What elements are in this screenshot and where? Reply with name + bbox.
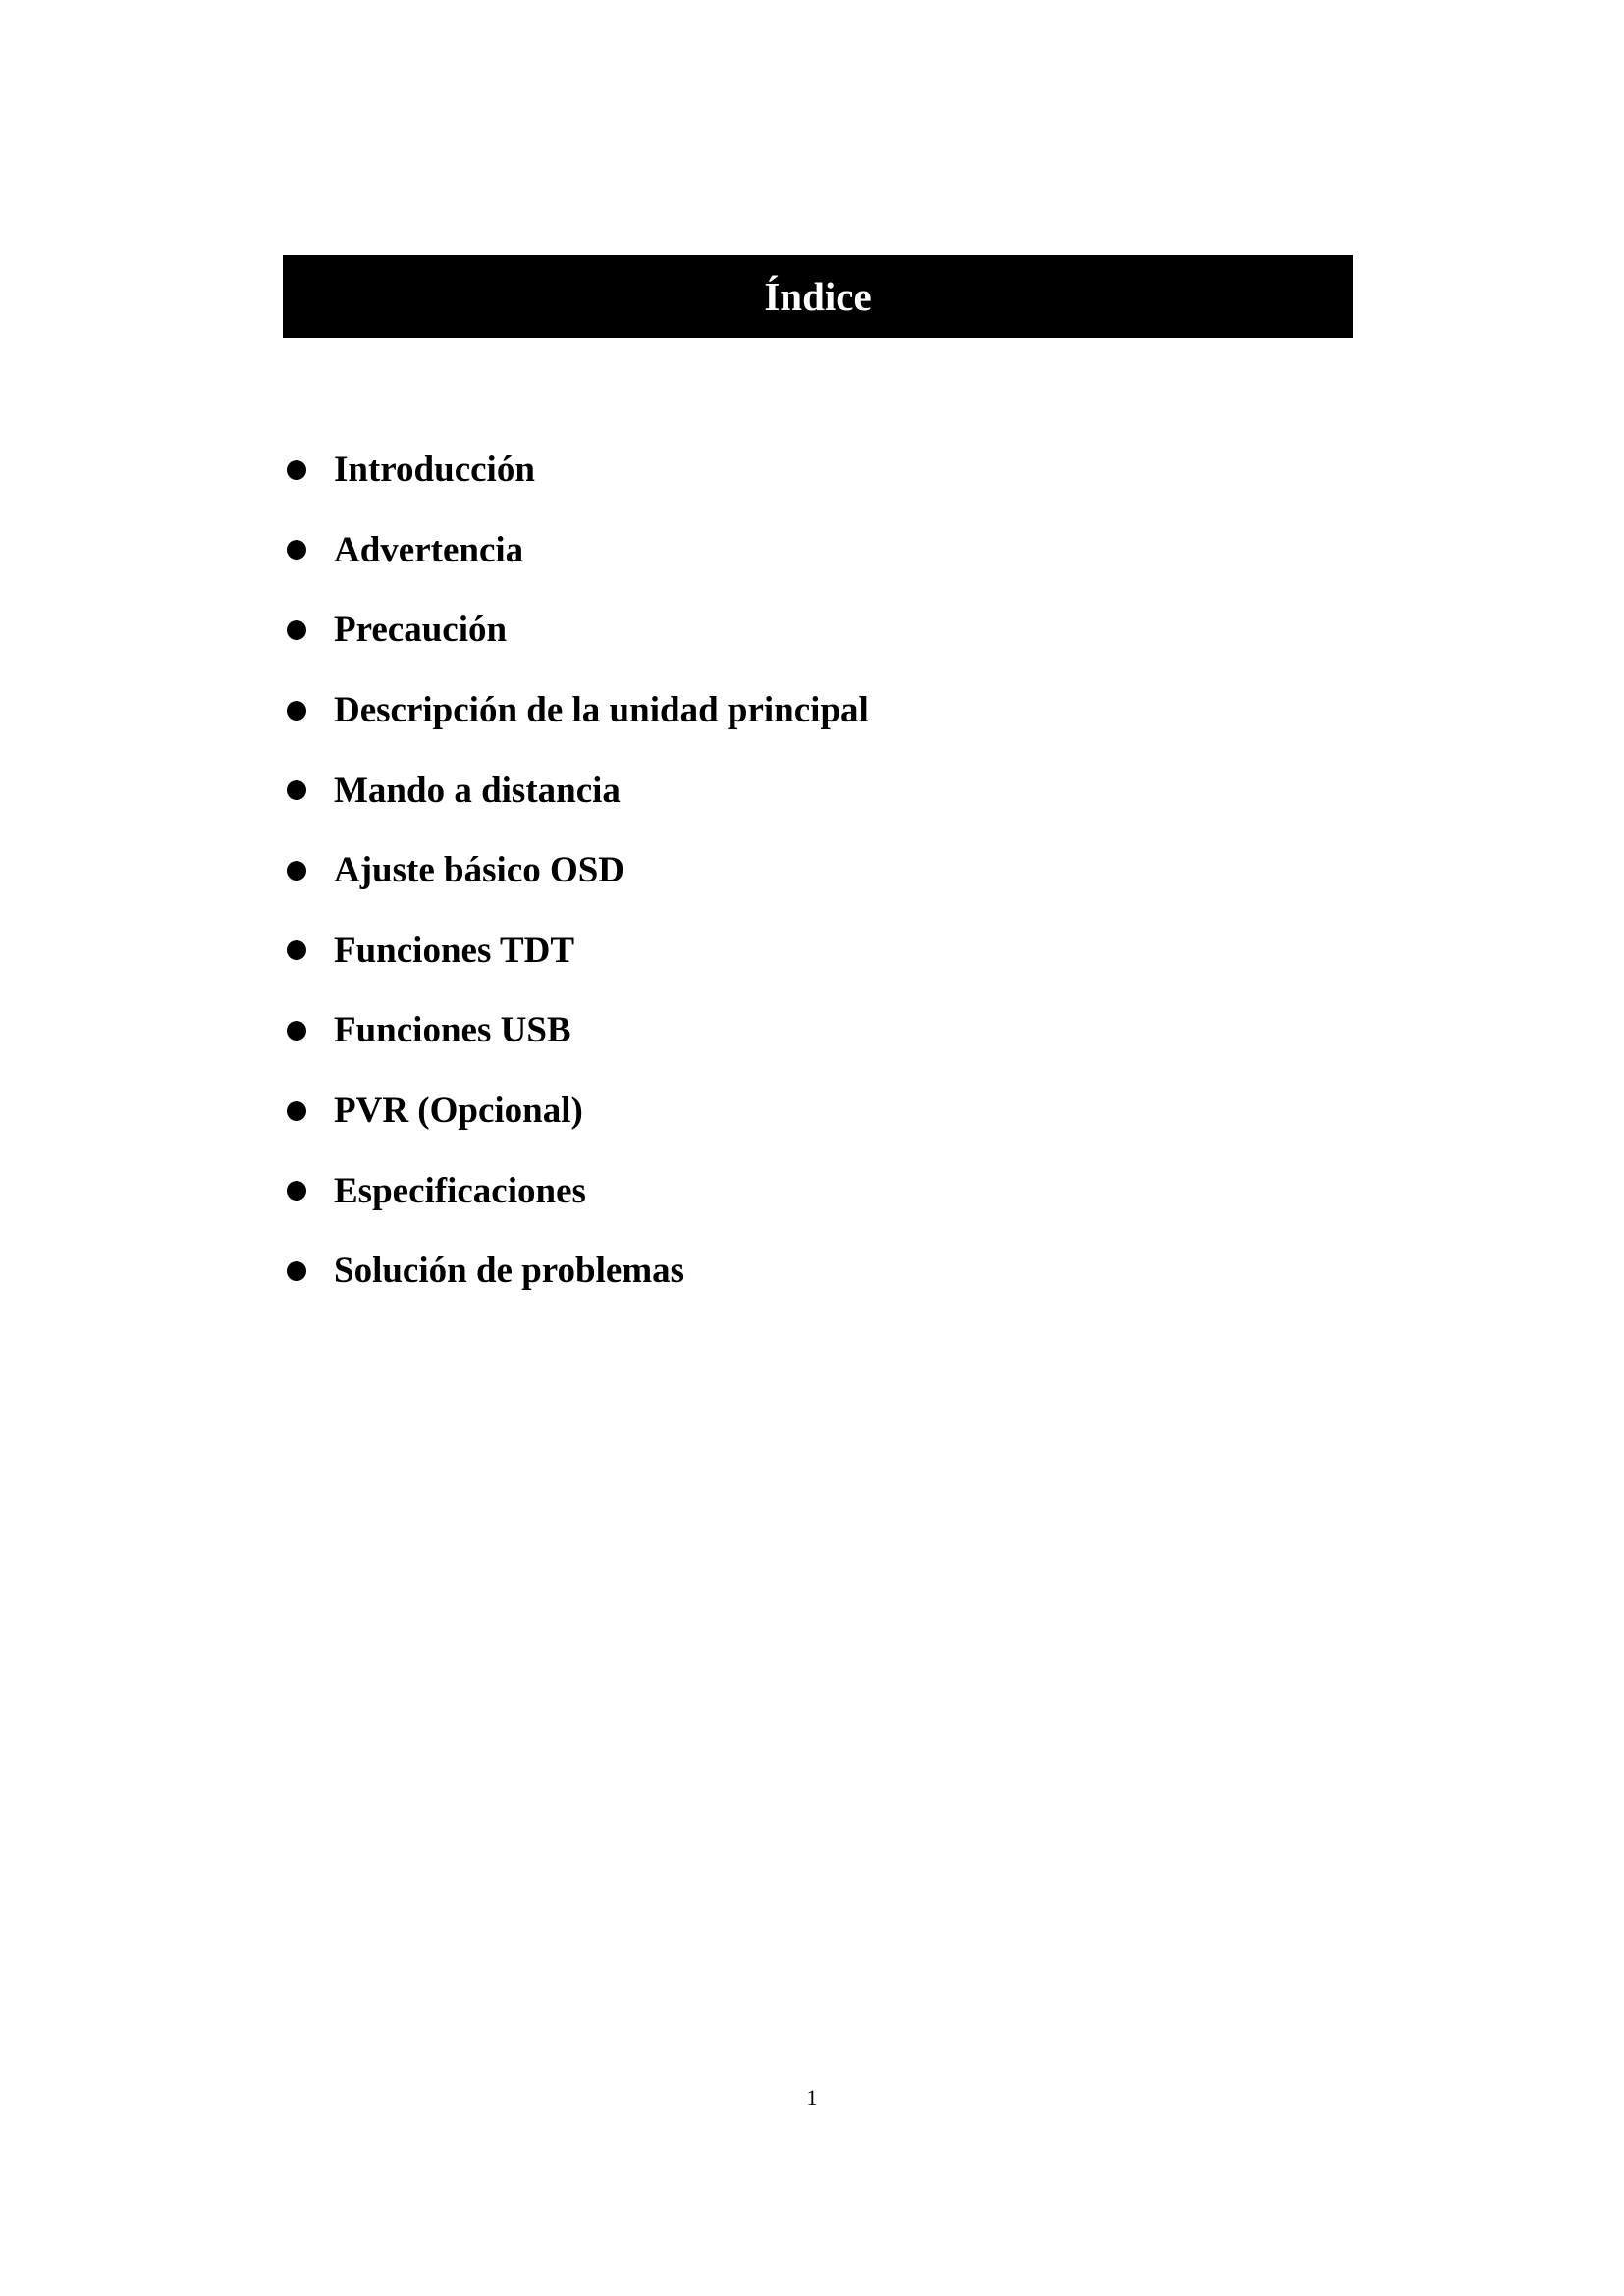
bullet-icon bbox=[287, 540, 306, 560]
toc-item-label: Ajuste básico OSD bbox=[334, 850, 625, 891]
toc-item-introduccion bbox=[285, 430, 869, 510]
bullet-icon bbox=[287, 861, 306, 881]
toc-item-label: Solución de problemas bbox=[334, 1251, 685, 1292]
toc-item-pvr bbox=[285, 1071, 869, 1151]
toc-item-label: Mando a distancia bbox=[334, 770, 621, 811]
title-bar bbox=[283, 255, 1353, 338]
bullet-icon bbox=[287, 620, 306, 640]
toc-item-precaucion bbox=[285, 590, 869, 670]
toc-item-label: Funciones TDT bbox=[334, 930, 575, 971]
bullet-icon bbox=[287, 460, 306, 480]
bullet-icon bbox=[287, 780, 306, 800]
toc-item-funciones-usb bbox=[285, 990, 869, 1071]
toc-item-advertencia bbox=[285, 510, 869, 591]
toc-item-label: Especificaciones bbox=[334, 1170, 586, 1211]
toc-item-label: PVR (Opcional) bbox=[334, 1091, 583, 1132]
toc-item-especificaciones bbox=[285, 1150, 869, 1231]
toc-item-mando bbox=[285, 750, 869, 830]
toc-item-label: Funciones USB bbox=[334, 1010, 571, 1051]
page-number: 1 bbox=[806, 2085, 818, 2109]
bullet-icon bbox=[287, 1261, 306, 1281]
toc-item-label: Advertencia bbox=[334, 529, 524, 570]
bullet-icon bbox=[287, 701, 306, 721]
toc-item-funciones-tdt bbox=[285, 911, 869, 991]
toc-item-ajuste-osd bbox=[285, 830, 869, 911]
bullet-icon bbox=[287, 1021, 306, 1041]
toc-item-label: Descripción de la unidad principal bbox=[334, 690, 869, 731]
toc-item-descripcion bbox=[285, 670, 869, 751]
toc-item-solucion bbox=[285, 1231, 869, 1311]
bullet-icon bbox=[287, 1101, 306, 1121]
table-of-contents bbox=[285, 430, 869, 1311]
toc-item-label: Introducción bbox=[334, 450, 535, 491]
bullet-icon bbox=[287, 940, 306, 960]
toc-item-label: Precaución bbox=[334, 610, 508, 651]
bullet-icon bbox=[287, 1181, 306, 1201]
page-title: Índice bbox=[764, 273, 872, 319]
